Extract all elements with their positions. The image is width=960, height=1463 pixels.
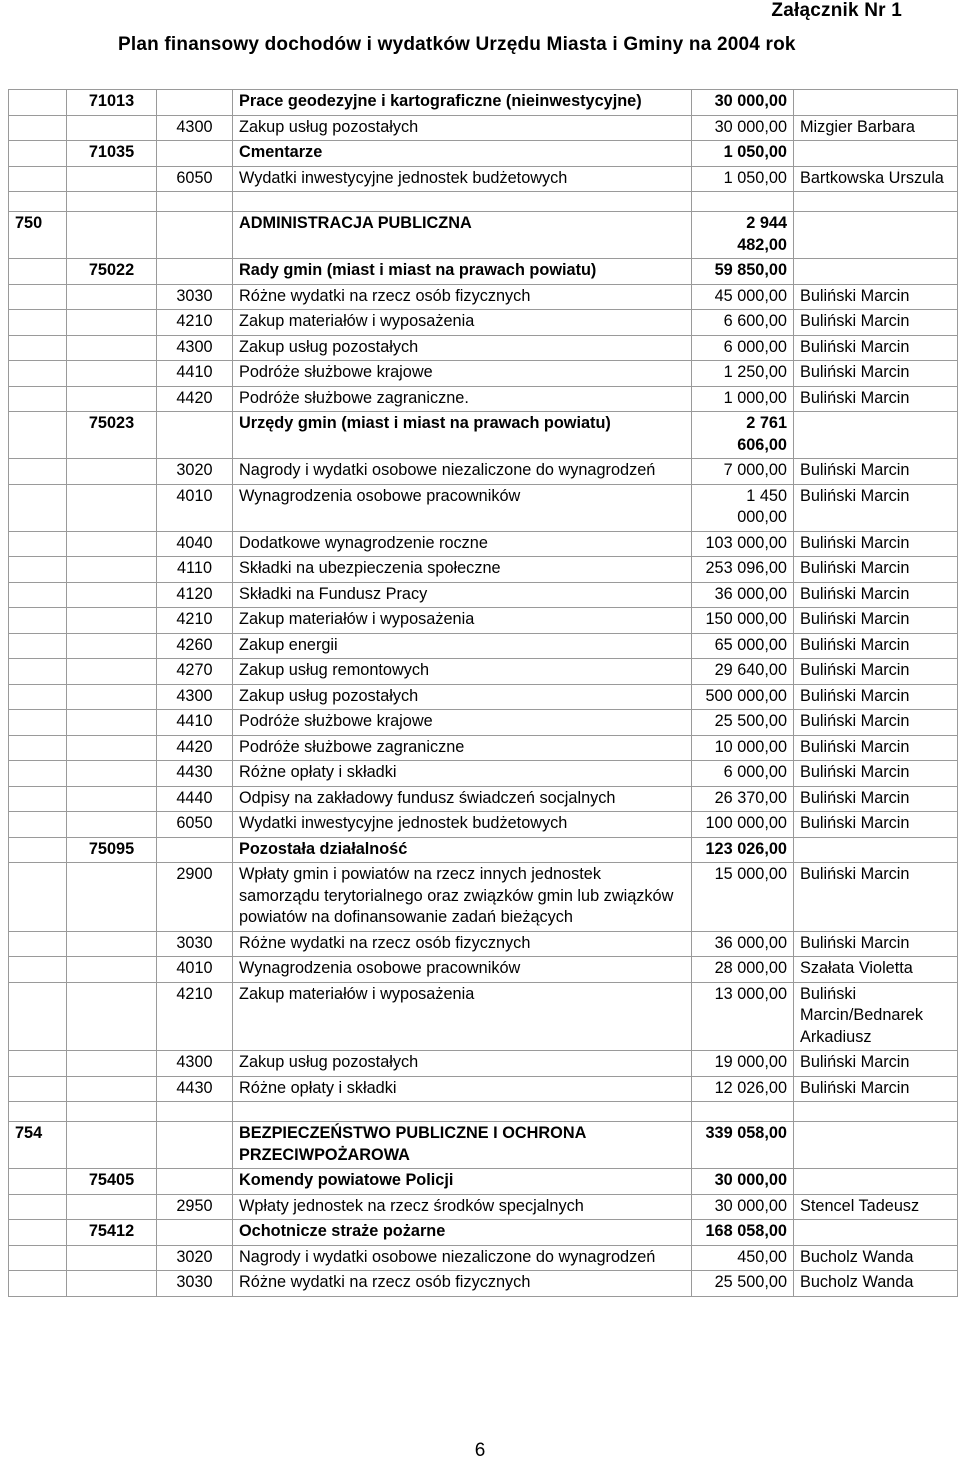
item-responsible-person: Buliński Marcin	[794, 484, 958, 531]
empty-cell	[9, 863, 67, 932]
item-row	[9, 531, 958, 557]
subsection-name: Prace geodezyjne i kartograficzne (nieinwestycyjne)	[233, 90, 692, 116]
empty-cell	[794, 90, 958, 116]
item-name: Składki na Fundusz Pracy	[233, 582, 692, 608]
item-paragraph-code: 4410	[157, 710, 233, 736]
item-row	[9, 786, 958, 812]
item-responsible-person: Buliński Marcin	[794, 608, 958, 634]
item-name: Wpłaty gmin i powiatów na rzecz innych jednostek samorządu terytorialnego oraz związków gmin lub związków powiatów na dofinansowanie zadań bieżących	[233, 863, 692, 932]
item-paragraph-code: 4440	[157, 786, 233, 812]
empty-cell	[9, 1194, 67, 1220]
section-name: ADMINISTRACJA PUBLICZNA	[233, 212, 692, 259]
item-row	[9, 166, 958, 192]
item-name: Nagrody i wydatki osobowe niezaliczone do wynagrodzeń	[233, 1245, 692, 1271]
empty-cell	[9, 531, 67, 557]
empty-cell	[9, 412, 67, 459]
item-paragraph-code: 4210	[157, 982, 233, 1051]
empty-cell	[9, 982, 67, 1051]
empty-cell	[67, 484, 157, 531]
empty-cell	[794, 1102, 958, 1122]
item-paragraph-code: 4430	[157, 1076, 233, 1102]
item-responsible-person: Buliński Marcin	[794, 557, 958, 583]
item-row	[9, 335, 958, 361]
item-responsible-person: Szałata Violetta	[794, 957, 958, 983]
item-responsible-person: Buliński Marcin	[794, 1051, 958, 1077]
page-title: Plan finansowy dochodów i wydatków Urzędu Miasta i Gminy na 2004 rok	[118, 34, 796, 55]
item-row	[9, 982, 958, 1051]
section-code: 750	[9, 212, 67, 259]
item-amount: 6 000,00	[692, 761, 794, 787]
item-name: Wynagrodzenia osobowe pracowników	[233, 484, 692, 531]
empty-cell	[67, 735, 157, 761]
empty-cell	[157, 1122, 233, 1169]
item-name: Różne wydatki na rzecz osób fizycznych	[233, 931, 692, 957]
subsection-row	[9, 837, 958, 863]
item-responsible-person: Buliński Marcin	[794, 582, 958, 608]
empty-cell	[794, 1122, 958, 1169]
empty-cell	[233, 192, 692, 212]
subsection-amount: 59 850,00	[692, 259, 794, 285]
subsection-row	[9, 90, 958, 116]
item-amount: 100 000,00	[692, 812, 794, 838]
item-row	[9, 931, 958, 957]
item-row	[9, 459, 958, 485]
subsection-row	[9, 412, 958, 459]
section-amount: 2 944 482,00	[692, 212, 794, 259]
subsection-row	[9, 141, 958, 167]
subsection-code: 75095	[67, 837, 157, 863]
item-paragraph-code: 4110	[157, 557, 233, 583]
empty-cell	[157, 837, 233, 863]
item-amount: 25 500,00	[692, 1271, 794, 1297]
item-name: Wydatki inwestycyjne jednostek budżetowych	[233, 812, 692, 838]
item-paragraph-code: 6050	[157, 812, 233, 838]
empty-cell	[794, 212, 958, 259]
item-amount: 36 000,00	[692, 931, 794, 957]
item-amount: 253 096,00	[692, 557, 794, 583]
item-responsible-person: Buliński Marcin	[794, 1076, 958, 1102]
empty-cell	[9, 361, 67, 387]
item-paragraph-code: 4300	[157, 1051, 233, 1077]
item-responsible-person: Buliński Marcin	[794, 863, 958, 932]
empty-cell	[9, 837, 67, 863]
empty-cell	[9, 582, 67, 608]
subsection-code: 71013	[67, 90, 157, 116]
item-responsible-person: Bucholz Wanda	[794, 1271, 958, 1297]
empty-cell	[157, 192, 233, 212]
item-responsible-person: Bucholz Wanda	[794, 1245, 958, 1271]
item-paragraph-code: 3030	[157, 931, 233, 957]
empty-cell	[67, 863, 157, 932]
empty-cell	[157, 1220, 233, 1246]
item-name: Odpisy na zakładowy fundusz świadczeń socjalnych	[233, 786, 692, 812]
spacer-row	[9, 192, 958, 212]
item-responsible-person: Buliński Marcin	[794, 684, 958, 710]
item-amount: 45 000,00	[692, 284, 794, 310]
empty-cell	[9, 633, 67, 659]
item-name: Zakup usług pozostałych	[233, 684, 692, 710]
subsection-row	[9, 1169, 958, 1195]
item-name: Zakup usług pozostałych	[233, 1051, 692, 1077]
item-amount: 1 050,00	[692, 166, 794, 192]
empty-cell	[67, 531, 157, 557]
empty-cell	[9, 115, 67, 141]
item-responsible-person: Buliński Marcin	[794, 633, 958, 659]
item-responsible-person: Buliński Marcin	[794, 361, 958, 387]
item-row	[9, 608, 958, 634]
item-responsible-person: Buliński Marcin	[794, 812, 958, 838]
item-amount: 12 026,00	[692, 1076, 794, 1102]
empty-cell	[794, 412, 958, 459]
item-row	[9, 710, 958, 736]
empty-cell	[67, 1102, 157, 1122]
empty-cell	[67, 1194, 157, 1220]
empty-cell	[794, 192, 958, 212]
section-row	[9, 212, 958, 259]
item-name: Zakup materiałów i wyposażenia	[233, 982, 692, 1051]
page-number: 6	[474, 1440, 486, 1461]
empty-cell	[9, 557, 67, 583]
empty-cell	[157, 1102, 233, 1122]
subsection-row	[9, 1220, 958, 1246]
item-name: Składki na ubezpieczenia społeczne	[233, 557, 692, 583]
empty-cell	[9, 786, 67, 812]
item-name: Podróże służbowe zagraniczne	[233, 735, 692, 761]
item-amount: 36 000,00	[692, 582, 794, 608]
item-responsible-person: Stencel Tadeusz	[794, 1194, 958, 1220]
item-row	[9, 812, 958, 838]
item-amount: 15 000,00	[692, 863, 794, 932]
item-amount: 10 000,00	[692, 735, 794, 761]
empty-cell	[9, 284, 67, 310]
item-responsible-person: Buliński Marcin	[794, 710, 958, 736]
item-responsible-person: Buliński Marcin	[794, 761, 958, 787]
empty-cell	[9, 484, 67, 531]
item-paragraph-code: 4430	[157, 761, 233, 787]
item-paragraph-code: 2950	[157, 1194, 233, 1220]
empty-cell	[67, 192, 157, 212]
empty-cell	[9, 459, 67, 485]
empty-cell	[67, 115, 157, 141]
item-amount: 13 000,00	[692, 982, 794, 1051]
empty-cell	[9, 386, 67, 412]
item-amount: 500 000,00	[692, 684, 794, 710]
subsection-name: Komendy powiatowe Policji	[233, 1169, 692, 1195]
item-amount: 29 640,00	[692, 659, 794, 685]
item-amount: 1 000,00	[692, 386, 794, 412]
empty-cell	[9, 957, 67, 983]
section-amount: 339 058,00	[692, 1122, 794, 1169]
empty-cell	[9, 166, 67, 192]
empty-cell	[9, 259, 67, 285]
item-name: Wynagrodzenia osobowe pracowników	[233, 957, 692, 983]
item-row	[9, 284, 958, 310]
empty-cell	[794, 259, 958, 285]
empty-cell	[794, 1220, 958, 1246]
subsection-code: 75023	[67, 412, 157, 459]
empty-cell	[9, 710, 67, 736]
subsection-name: Rady gmin (miast i miast na prawach powiatu)	[233, 259, 692, 285]
item-row	[9, 484, 958, 531]
item-paragraph-code: 4300	[157, 115, 233, 141]
empty-cell	[67, 459, 157, 485]
section-row	[9, 1122, 958, 1169]
empty-cell	[67, 1271, 157, 1297]
empty-cell	[9, 335, 67, 361]
item-responsible-person: Buliński Marcin	[794, 284, 958, 310]
empty-cell	[67, 786, 157, 812]
item-amount: 25 500,00	[692, 710, 794, 736]
empty-cell	[9, 931, 67, 957]
empty-cell	[794, 837, 958, 863]
item-amount: 65 000,00	[692, 633, 794, 659]
item-name: Różne opłaty i składki	[233, 1076, 692, 1102]
subsection-amount: 2 761 606,00	[692, 412, 794, 459]
item-paragraph-code: 4120	[157, 582, 233, 608]
item-amount: 30 000,00	[692, 1194, 794, 1220]
empty-cell	[9, 1051, 67, 1077]
subsection-code: 75405	[67, 1169, 157, 1195]
item-amount: 6 600,00	[692, 310, 794, 336]
item-paragraph-code: 4040	[157, 531, 233, 557]
empty-cell	[9, 1169, 67, 1195]
item-responsible-person: Buliński Marcin	[794, 786, 958, 812]
item-name: Podróże służbowe krajowe	[233, 361, 692, 387]
subsection-name: Cmentarze	[233, 141, 692, 167]
subsection-row	[9, 259, 958, 285]
subsection-amount: 1 050,00	[692, 141, 794, 167]
empty-cell	[794, 1169, 958, 1195]
item-paragraph-code: 4270	[157, 659, 233, 685]
item-paragraph-code: 3030	[157, 1271, 233, 1297]
item-amount: 28 000,00	[692, 957, 794, 983]
spacer-row	[9, 1102, 958, 1122]
item-paragraph-code: 4420	[157, 735, 233, 761]
item-row	[9, 957, 958, 983]
item-row	[9, 361, 958, 387]
empty-cell	[157, 90, 233, 116]
empty-cell	[9, 141, 67, 167]
item-row	[9, 1271, 958, 1297]
item-responsible-person: Buliński Marcin	[794, 459, 958, 485]
empty-cell	[157, 412, 233, 459]
empty-cell	[67, 982, 157, 1051]
item-row	[9, 735, 958, 761]
item-name: Podróże służbowe zagraniczne.	[233, 386, 692, 412]
empty-cell	[67, 633, 157, 659]
empty-cell	[67, 710, 157, 736]
budget-table	[8, 89, 958, 1297]
subsection-code: 75412	[67, 1220, 157, 1246]
item-responsible-person: Buliński Marcin	[794, 386, 958, 412]
item-paragraph-code: 4210	[157, 608, 233, 634]
subsection-amount: 123 026,00	[692, 837, 794, 863]
item-row	[9, 557, 958, 583]
empty-cell	[157, 141, 233, 167]
item-name: Różne opłaty i składki	[233, 761, 692, 787]
empty-cell	[9, 1220, 67, 1246]
empty-cell	[67, 608, 157, 634]
item-name: Zakup usług remontowych	[233, 659, 692, 685]
empty-cell	[9, 812, 67, 838]
empty-cell	[9, 1076, 67, 1102]
subsection-code: 75022	[67, 259, 157, 285]
item-name: Zakup materiałów i wyposażenia	[233, 608, 692, 634]
item-amount: 7 000,00	[692, 459, 794, 485]
item-responsible-person: Buliński Marcin	[794, 931, 958, 957]
item-amount: 26 370,00	[692, 786, 794, 812]
item-row	[9, 1245, 958, 1271]
item-paragraph-code: 4010	[157, 957, 233, 983]
empty-cell	[692, 1102, 794, 1122]
empty-cell	[67, 957, 157, 983]
item-paragraph-code: 4010	[157, 484, 233, 531]
empty-cell	[67, 1245, 157, 1271]
empty-cell	[67, 335, 157, 361]
subsection-code: 71035	[67, 141, 157, 167]
item-amount: 1 450 000,00	[692, 484, 794, 531]
item-paragraph-code: 4410	[157, 361, 233, 387]
item-responsible-person: Buliński Marcin	[794, 735, 958, 761]
section-code: 754	[9, 1122, 67, 1169]
item-name: Zakup materiałów i wyposażenia	[233, 310, 692, 336]
item-paragraph-code: 6050	[157, 166, 233, 192]
empty-cell	[9, 735, 67, 761]
empty-cell	[9, 608, 67, 634]
empty-cell	[67, 659, 157, 685]
item-name: Podróże służbowe krajowe	[233, 710, 692, 736]
item-amount: 30 000,00	[692, 115, 794, 141]
subsection-name: Ochotnicze straże pożarne	[233, 1220, 692, 1246]
item-amount: 450,00	[692, 1245, 794, 1271]
empty-cell	[67, 931, 157, 957]
item-paragraph-code: 4420	[157, 386, 233, 412]
empty-cell	[67, 361, 157, 387]
empty-cell	[67, 1076, 157, 1102]
empty-cell	[157, 1169, 233, 1195]
empty-cell	[67, 386, 157, 412]
empty-cell	[157, 212, 233, 259]
item-responsible-person: Buliński Marcin	[794, 659, 958, 685]
item-row	[9, 1194, 958, 1220]
item-name: Zakup usług pozostałych	[233, 115, 692, 141]
item-row	[9, 1051, 958, 1077]
subsection-amount: 168 058,00	[692, 1220, 794, 1246]
item-row	[9, 582, 958, 608]
item-amount: 6 000,00	[692, 335, 794, 361]
item-name: Różne wydatki na rzecz osób fizycznych	[233, 1271, 692, 1297]
item-paragraph-code: 2900	[157, 863, 233, 932]
empty-cell	[67, 1051, 157, 1077]
empty-cell	[67, 812, 157, 838]
item-row	[9, 310, 958, 336]
item-responsible-person: Mizgier Barbara	[794, 115, 958, 141]
empty-cell	[67, 212, 157, 259]
subsection-name: Pozostała działalność	[233, 837, 692, 863]
subsection-amount: 30 000,00	[692, 1169, 794, 1195]
item-responsible-person: Buliński Marcin	[794, 310, 958, 336]
empty-cell	[794, 141, 958, 167]
item-row	[9, 684, 958, 710]
item-row	[9, 659, 958, 685]
item-name: Wydatki inwestycyjne jednostek budżetowych	[233, 166, 692, 192]
empty-cell	[9, 761, 67, 787]
empty-cell	[67, 166, 157, 192]
item-paragraph-code: 3020	[157, 459, 233, 485]
empty-cell	[67, 310, 157, 336]
item-row	[9, 1076, 958, 1102]
empty-cell	[233, 1102, 692, 1122]
empty-cell	[67, 684, 157, 710]
item-responsible-person: Buliński Marcin	[794, 335, 958, 361]
item-responsible-person: Buliński Marcin/Bednarek Arkadiusz	[794, 982, 958, 1051]
item-paragraph-code: 4300	[157, 684, 233, 710]
empty-cell	[67, 582, 157, 608]
empty-cell	[9, 684, 67, 710]
item-row	[9, 386, 958, 412]
item-amount: 19 000,00	[692, 1051, 794, 1077]
empty-cell	[9, 1245, 67, 1271]
item-name: Zakup usług pozostałych	[233, 335, 692, 361]
item-paragraph-code: 4260	[157, 633, 233, 659]
subsection-amount: 30 000,00	[692, 90, 794, 116]
item-name: Nagrody i wydatki osobowe niezaliczone do wynagrodzeń	[233, 459, 692, 485]
empty-cell	[67, 557, 157, 583]
item-amount: 150 000,00	[692, 608, 794, 634]
item-amount: 103 000,00	[692, 531, 794, 557]
empty-cell	[67, 761, 157, 787]
empty-cell	[157, 259, 233, 285]
empty-cell	[9, 192, 67, 212]
empty-cell	[9, 659, 67, 685]
empty-cell	[9, 310, 67, 336]
item-row	[9, 863, 958, 932]
empty-cell	[9, 1271, 67, 1297]
item-paragraph-code: 3020	[157, 1245, 233, 1271]
item-name: Dodatkowe wynagrodzenie roczne	[233, 531, 692, 557]
item-name: Różne wydatki na rzecz osób fizycznych	[233, 284, 692, 310]
item-amount: 1 250,00	[692, 361, 794, 387]
item-row	[9, 633, 958, 659]
item-row	[9, 115, 958, 141]
empty-cell	[67, 284, 157, 310]
empty-cell	[9, 1102, 67, 1122]
section-name: BEZPIECZEŃSTWO PUBLICZNE I OCHRONA PRZECIWPOŻAROWA	[233, 1122, 692, 1169]
subsection-name: Urzędy gmin (miast i miast na prawach powiatu)	[233, 412, 692, 459]
item-responsible-person: Buliński Marcin	[794, 531, 958, 557]
attachment-label: Załącznik Nr 1	[771, 0, 902, 21]
empty-cell	[67, 1122, 157, 1169]
empty-cell	[692, 192, 794, 212]
item-name: Wpłaty jednostek na rzecz środków specjalnych	[233, 1194, 692, 1220]
item-name: Zakup energii	[233, 633, 692, 659]
empty-cell	[9, 90, 67, 116]
item-paragraph-code: 3030	[157, 284, 233, 310]
item-responsible-person: Bartkowska Urszula	[794, 166, 958, 192]
item-paragraph-code: 4300	[157, 335, 233, 361]
item-row	[9, 761, 958, 787]
item-paragraph-code: 4210	[157, 310, 233, 336]
